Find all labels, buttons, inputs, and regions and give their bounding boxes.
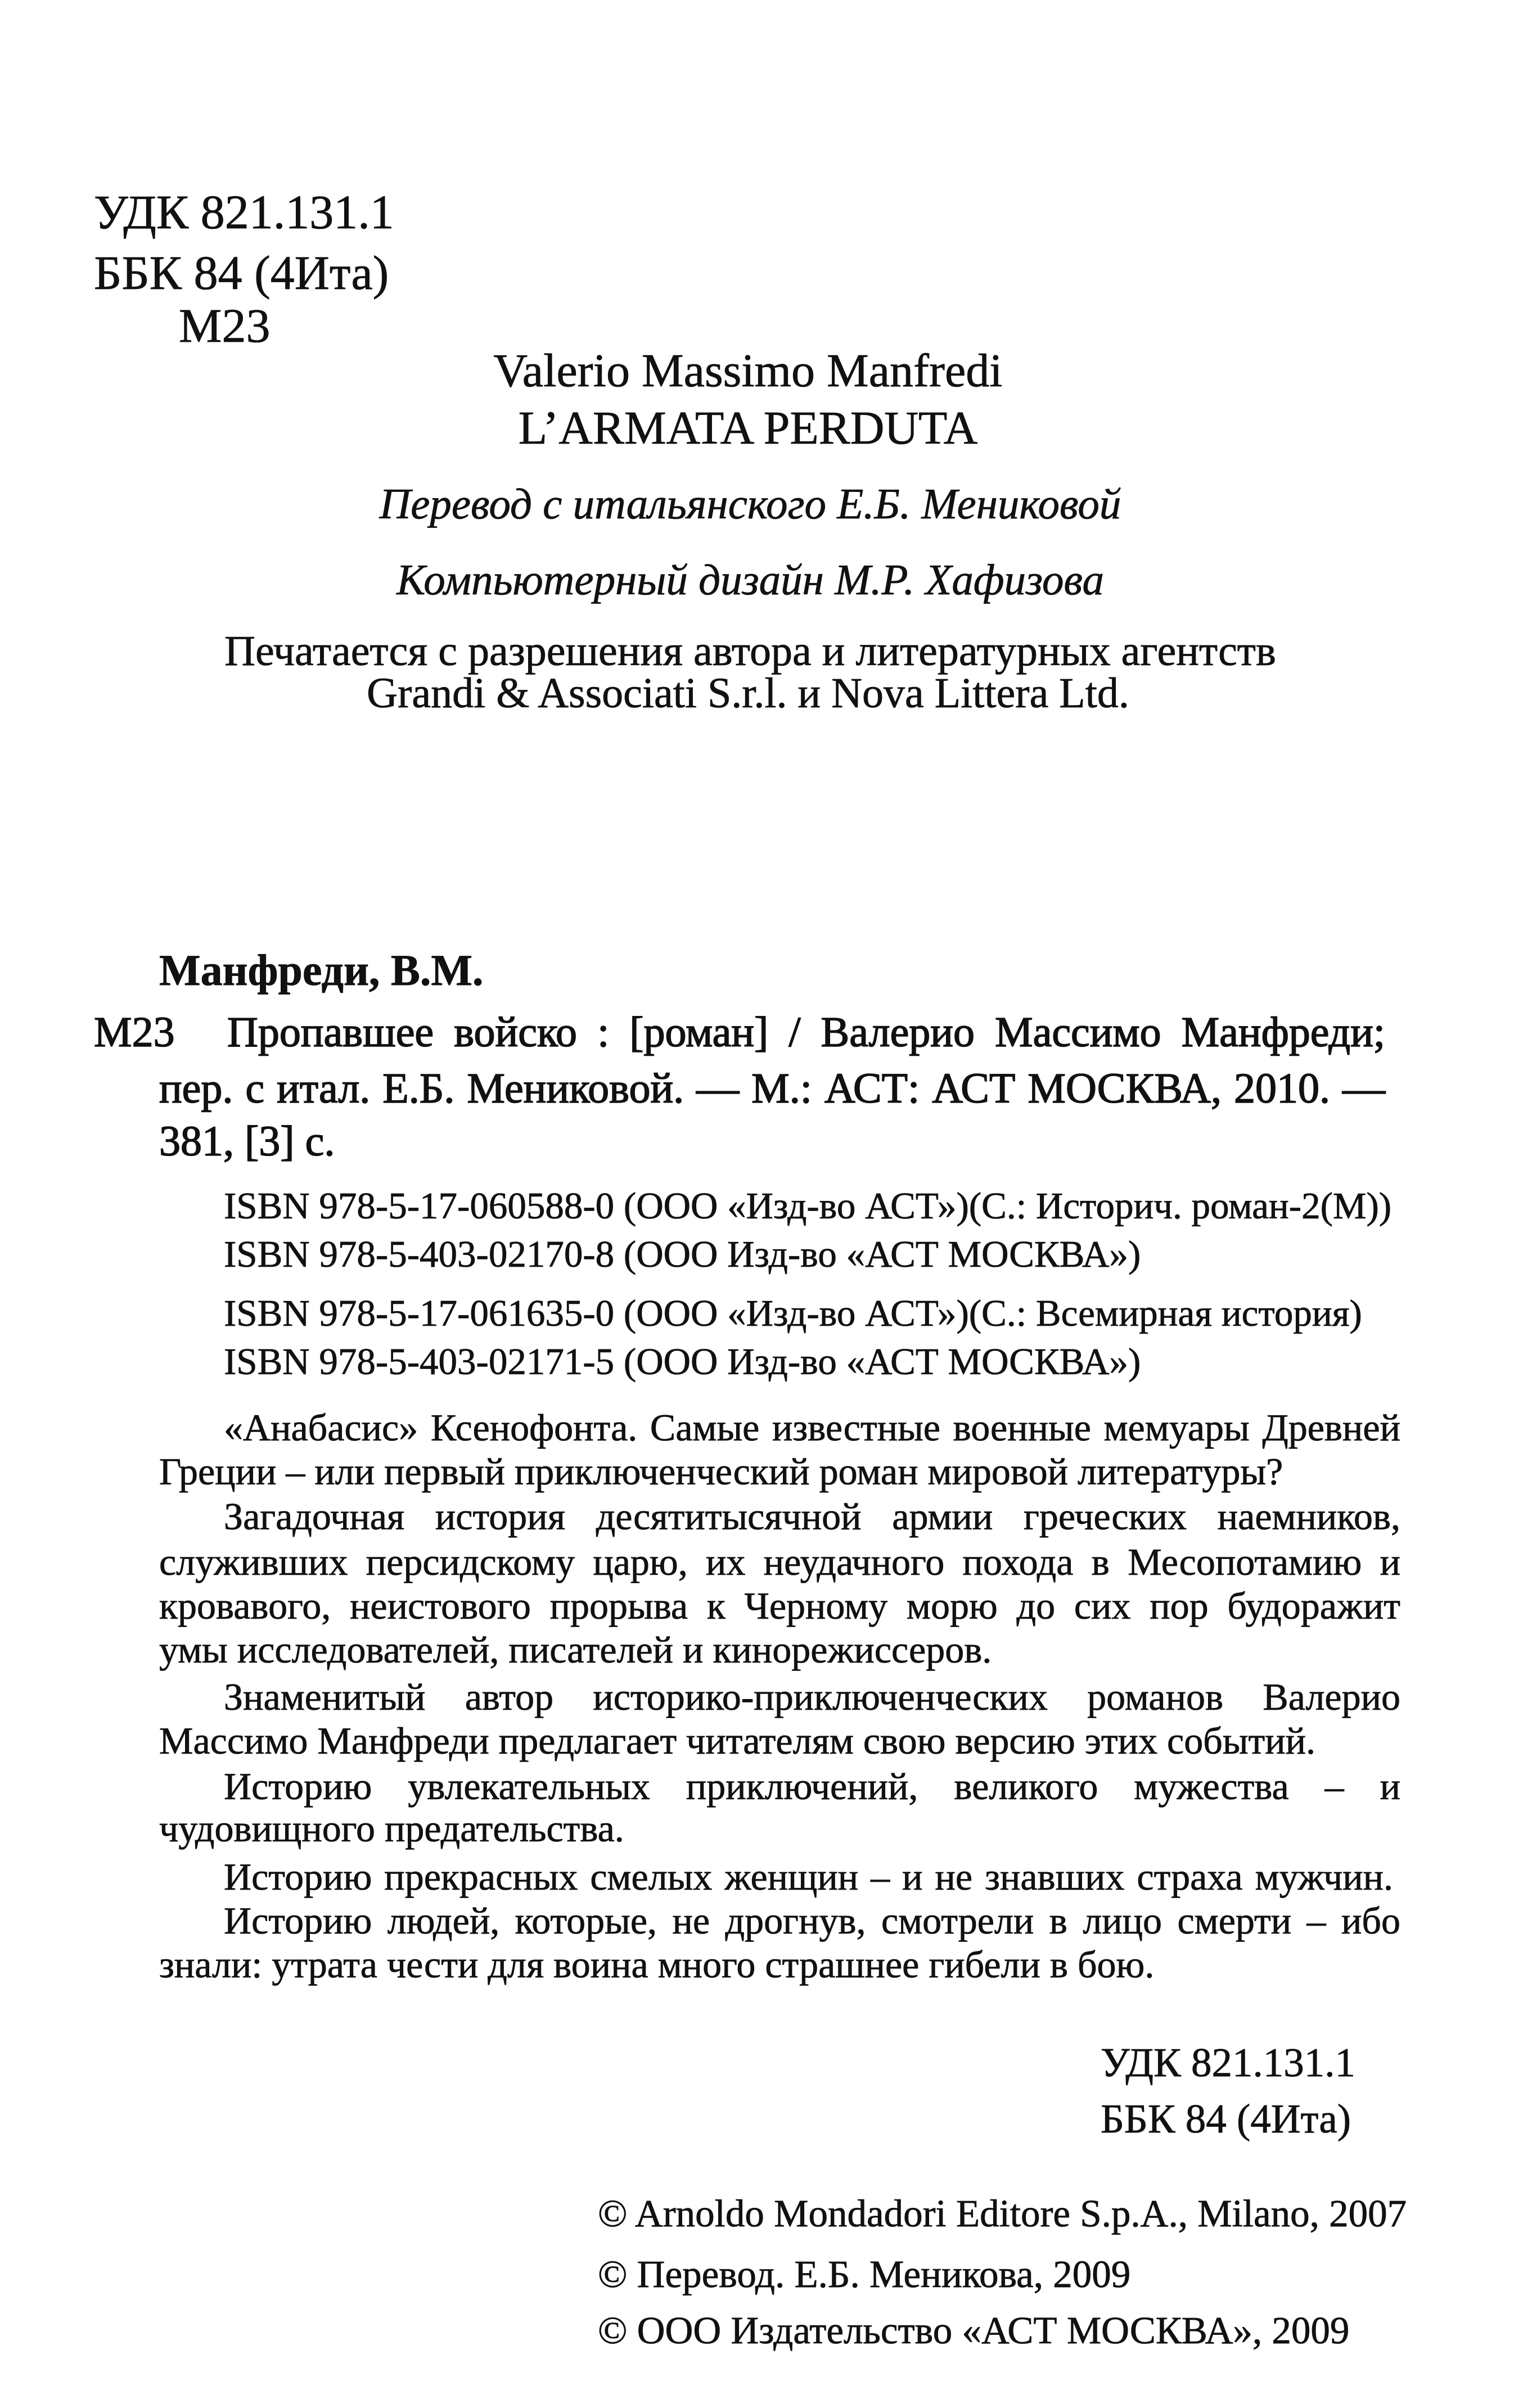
permission-line: Grandi & Associati S.r.l. и Nova Littera Ltd. bbox=[367, 670, 1129, 717]
original-title: L’ARMATA PERDUTA bbox=[518, 402, 978, 454]
catalog-imprint-line: пер. с итал. Е.Б. Мениковой. — М.: АСТ: АСТ МОСКВА, 2010. — bbox=[159, 1065, 1385, 1112]
original-author: Valerio Massimo Manfredi bbox=[493, 345, 1003, 397]
annotation-line: умы исследователей, писателей и кинорежиссеров. bbox=[159, 1628, 992, 1671]
annotation-line: Историю увлекательных приключений, великого мужества – и bbox=[224, 1765, 1400, 1808]
annotation-line: Историю прекрасных смелых женщин – и не знавших страха мужчин. bbox=[224, 1855, 1393, 1898]
isbn-line: ISBN 978-5-403-02171-5 (ООО Изд-во «АСТ МОСКВА») bbox=[224, 1341, 1141, 1383]
footer-udk-code: УДК 821.131.1 bbox=[1101, 2040, 1356, 2085]
isbn-line: ISBN 978-5-403-02170-8 (ООО Изд-во «АСТ МОСКВА») bbox=[224, 1234, 1141, 1275]
annotation-line: служивших персидскому царю, их неудачного похода в Месопотамию и bbox=[159, 1540, 1400, 1583]
annotation-line: Историю людей, которые, не дрогнув, смотрели в лицо смерти – ибо bbox=[224, 1899, 1400, 1942]
footer-bbk-code: ББК 84 (4Ита) bbox=[1101, 2096, 1351, 2142]
annotation-line: кровавого, неистового прорыва к Черному морю до сих пор будоражит bbox=[159, 1584, 1400, 1627]
bbk-code: ББК 84 (4Ита) bbox=[94, 246, 389, 300]
annotation-line: Массимо Манфреди предлагает читателям свою версию этих событий. bbox=[159, 1719, 1316, 1762]
isbn-line: ISBN 978-5-17-061635-0 (ООО «Изд-во АСТ»)(С.: Всемирная история) bbox=[224, 1293, 1362, 1334]
designer-credit: Компьютерный дизайн М.Р. Хафизова bbox=[396, 555, 1104, 604]
catalog-author-sign: М23 bbox=[94, 1009, 175, 1056]
udk-code: УДК 821.131.1 bbox=[94, 185, 394, 239]
annotation-line: «Анабасис» Ксенофонта. Самые известные военные мемуары Древней bbox=[224, 1406, 1400, 1449]
annotation-line: чудовищного предательства. bbox=[159, 1807, 624, 1850]
translator-credit: Перевод с итальянского Е.Б. Мениковой bbox=[379, 480, 1121, 528]
catalog-title-line: Пропавшее войско : [роман] / Валерио Массимо Манфреди; bbox=[227, 1009, 1385, 1056]
copyright-line: © ООО Издательство «АСТ МОСКВА», 2009 bbox=[598, 2309, 1350, 2352]
annotation-line: Греции – или первый приключенческий роман мировой литературы? bbox=[159, 1450, 1283, 1493]
isbn-line: ISBN 978-5-17-060588-0 (ООО «Изд-во АСТ»)(С.: Историч. роман-2(М)) bbox=[224, 1185, 1392, 1227]
copyright-line: © Arnoldo Mondadori Editore S.p.A., Milano, 2007 bbox=[598, 2192, 1407, 2235]
catalog-heading: Манфреди, В.М. bbox=[159, 946, 484, 995]
author-sign: М23 bbox=[179, 299, 271, 353]
annotation-line: Загадочная история десятитысячной армии греческих наемников, bbox=[224, 1495, 1400, 1538]
catalog-extent-line: 381, [3] с. bbox=[159, 1118, 335, 1165]
annotation-line: Знаменитый автор историко-приключенческих романов Валерио bbox=[224, 1675, 1400, 1718]
copyright-line: © Перевод. Е.Б. Меникова, 2009 bbox=[598, 2253, 1131, 2296]
permission-line: Печатается с разрешения автора и литературных агентств bbox=[224, 627, 1276, 675]
annotation-line: знали: утрата чести для воина много страшнее гибели в бою. bbox=[159, 1943, 1155, 1986]
